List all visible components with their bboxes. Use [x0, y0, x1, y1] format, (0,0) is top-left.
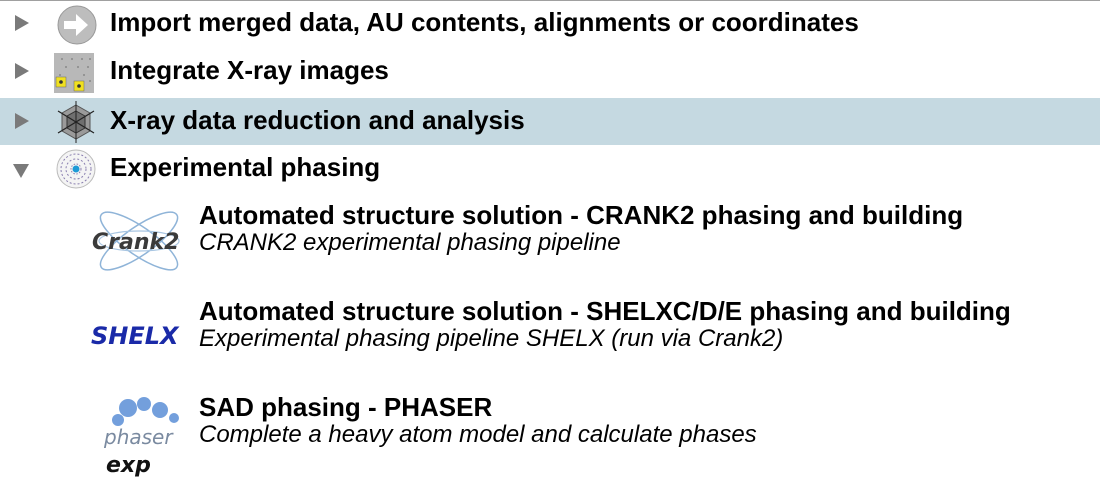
crank2-logo-icon [88, 198, 190, 284]
shelx-logo-text: SHELX [91, 322, 179, 350]
xray-images-icon [52, 51, 98, 93]
task-item-crank2[interactable] [0, 192, 1100, 284]
category-row-experimental-phasing[interactable] [0, 145, 1100, 192]
category-row-integrate[interactable] [0, 48, 1100, 95]
task-title: Automated structure solution - SHELXC/D/E phasing and building [199, 296, 1011, 326]
crank2-logo-text: Crank2 [92, 230, 180, 255]
shelx-logo-icon [88, 318, 190, 352]
task-description: CRANK2 experimental phasing pipeline [199, 229, 621, 256]
exp-logo-text: exp [106, 453, 151, 478]
collapse-arrow-icon[interactable] [13, 164, 29, 178]
task-item-phaser[interactable] [0, 384, 1100, 480]
category-label: Experimental phasing [110, 152, 381, 182]
task-item-shelx[interactable] [0, 288, 1100, 380]
phaser-exp-logo-icon [88, 392, 190, 482]
task-description: Experimental phasing pipeline SHELX (run via Crank2) [199, 325, 784, 352]
task-description: Complete a heavy atom model and calculate phases [199, 421, 757, 448]
import-arrow-icon [52, 3, 98, 45]
phaser-logo-text: phaser [104, 425, 173, 449]
expand-arrow-icon[interactable] [15, 15, 29, 31]
phasing-target-icon [52, 148, 98, 190]
data-reduction-icon [52, 101, 98, 143]
category-label: X-ray data reduction and analysis [110, 105, 525, 135]
expand-arrow-icon[interactable] [15, 63, 29, 79]
category-row-import[interactable] [0, 0, 1100, 47]
task-title: SAD phasing - PHASER [199, 392, 493, 422]
category-label: Import merged data, AU contents, alignments or coordinates [110, 7, 859, 37]
task-title: Automated structure solution - CRANK2 phasing and building [199, 200, 964, 230]
category-row-data-reduction[interactable] [0, 98, 1100, 145]
category-label: Integrate X-ray images [110, 55, 389, 85]
expand-arrow-icon[interactable] [15, 113, 29, 129]
